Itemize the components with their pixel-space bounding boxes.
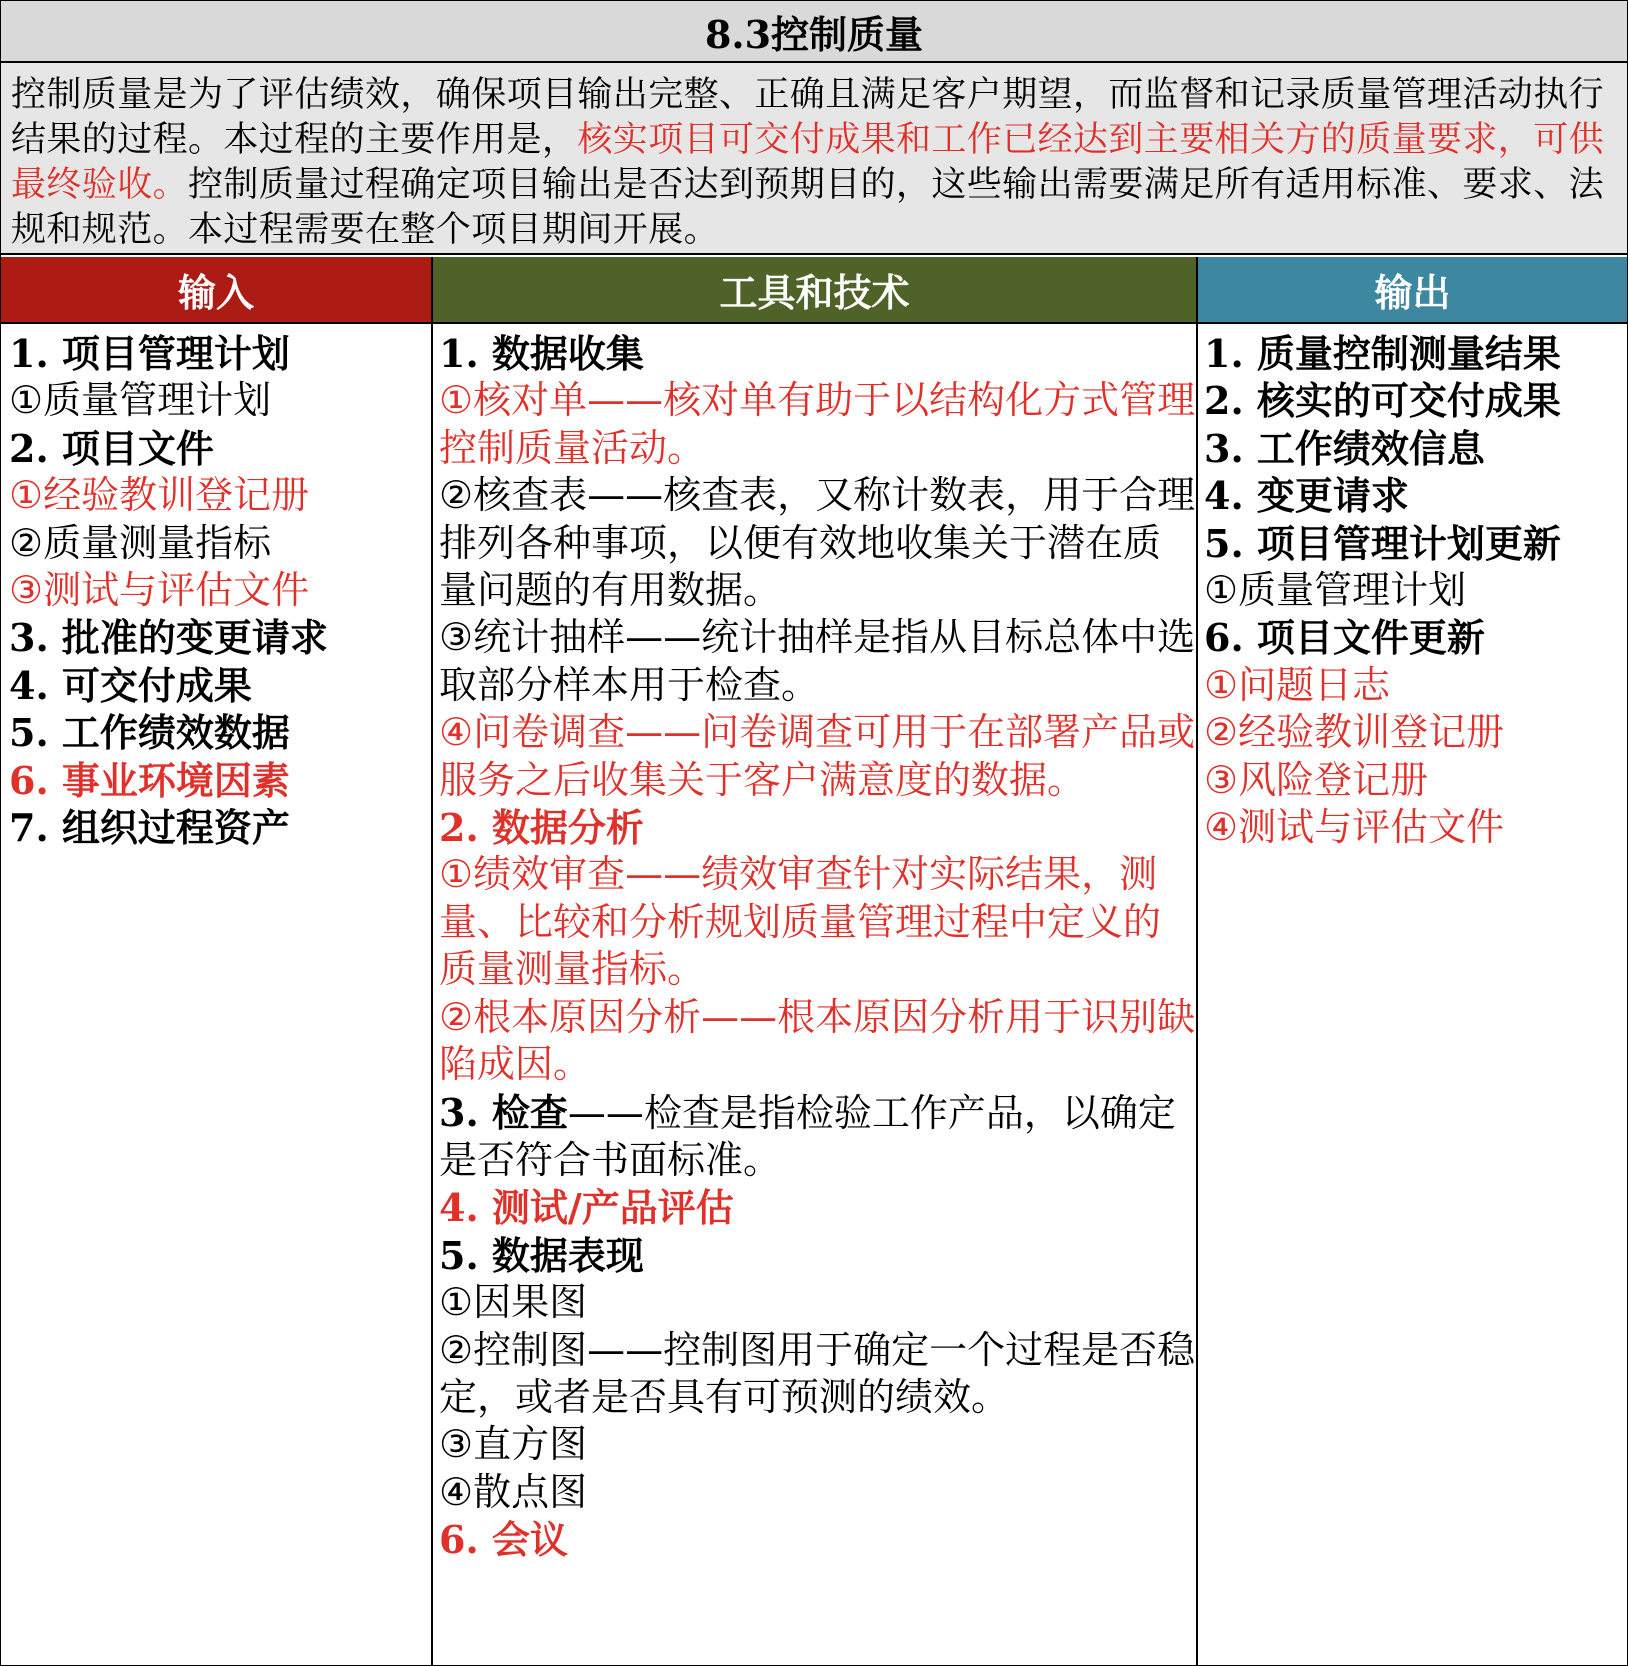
input-item: 2. 项目文件 (9, 425, 214, 471)
output-subitem: ①问题日志 (1204, 662, 1391, 707)
tool-item-inspection (439, 1089, 1196, 1185)
output-subitem: ①质量管理计划 (1204, 568, 1467, 613)
tool-subitem: ①因果图 (439, 1280, 588, 1325)
input-item: 7. 组织过程资产 (9, 805, 290, 851)
output-item: 1. 质量控制测量结果 (1204, 331, 1561, 376)
tool-subitem: ③统计抽样——统计抽样是指从目标总体中选取部分样本用于检查。 (439, 615, 1196, 707)
header-tools: 工具和技术 (433, 257, 1196, 322)
output-item: 5. 项目管理计划更新 (1204, 520, 1561, 566)
input-item: 4. 可交付成果 (9, 662, 252, 708)
output-item: 2. 核实的可交付成果 (1204, 378, 1561, 424)
tool-subitem: ④问卷调查——问卷调查可用于在部署产品或服务之后收集关于客户满意度的数据。 (439, 710, 1196, 802)
input-item: 1. 项目管理计划 (9, 331, 290, 376)
tool-item-title: 3. 检查 (439, 1089, 568, 1135)
tool-subitem: ②控制图——控制图用于确定一个过程是否稳定，或者是否具有可预测的绩效。 (439, 1327, 1196, 1419)
input-item: 5. 工作绩效数据 (9, 710, 290, 756)
input-item: 6. 事业环境因素 (9, 757, 290, 803)
intro-text-1: 控制质量是为了评估绩效，确保项目输出完整、正确且满足客户期望，而监督和记录质量管理活动执行结果的过程。本过程的主要作用是， (11, 75, 1605, 160)
input-item: 3. 批准的变更请求 (9, 615, 328, 661)
tool-item: 5. 数据表现 (439, 1232, 644, 1278)
output-subitem: ②经验教训登记册 (1204, 710, 1505, 755)
inputs-column (1, 324, 431, 851)
tool-item: 2. 数据分析 (439, 805, 644, 851)
input-subitem: ③测试与评估文件 (9, 568, 310, 613)
input-subitem: ①经验教训登记册 (9, 473, 310, 518)
tool-item: 4. 测试/产品评估 (439, 1185, 734, 1231)
outputs-column (1198, 324, 1627, 851)
intro-paragraph (1, 63, 1627, 255)
output-subitem: ④测试与评估文件 (1204, 805, 1505, 850)
output-subitem: ③风险登记册 (1204, 757, 1429, 802)
tool-item: 1. 数据收集 (439, 331, 644, 376)
tool-subitem: ④散点图 (439, 1469, 588, 1514)
header-inputs: 输入 (1, 257, 431, 322)
tool-item: 6. 会议 (439, 1517, 568, 1563)
intro-text-highlight: 核实项目可交付成果和工作已经达到主要相关方的质量要求，可供最终验收。 (11, 120, 1605, 205)
tool-subitem: ①绩效审查——绩效审查针对实际结果，测量、比较和分析规划质量管理过程中定义的质量测量指标。 (439, 852, 1162, 992)
input-subitem: ②质量测量指标 (9, 520, 272, 565)
tool-subitem: ②核查表——核查表，又称计数表，用于合理排列各种事项，以便有效地收集关于潜在质量问题的有用数据。 (439, 473, 1196, 613)
output-item: 4. 变更请求 (1204, 473, 1409, 519)
tool-subitem: ③直方图 (439, 1422, 588, 1467)
sheet-title: 8.3控制质量 (1, 1, 1627, 63)
output-item: 3. 工作绩效信息 (1204, 425, 1485, 471)
column-header-row (1, 257, 1627, 324)
intro-text-3: 控制质量过程确定项目输出是否达到预期目的，这些输出需要满足所有适用标准、要求、法规和规范。本过程需要在整个项目期间开展。 (11, 165, 1605, 250)
tools-column (433, 324, 1196, 1564)
tool-subitem: ②根本原因分析——根本原因分析用于识别缺陷成因。 (439, 994, 1196, 1087)
tool-item-text: ——检查是指检验工作产品，以确定是否符合书面标准。 (439, 1090, 1176, 1182)
header-outputs: 输出 (1198, 257, 1627, 322)
tool-subitem: ①核对单——核对单有助于以结构化方式管理控制质量活动。 (439, 378, 1196, 470)
input-subitem: ①质量管理计划 (9, 378, 272, 423)
output-item: 6. 项目文件更新 (1204, 615, 1485, 661)
